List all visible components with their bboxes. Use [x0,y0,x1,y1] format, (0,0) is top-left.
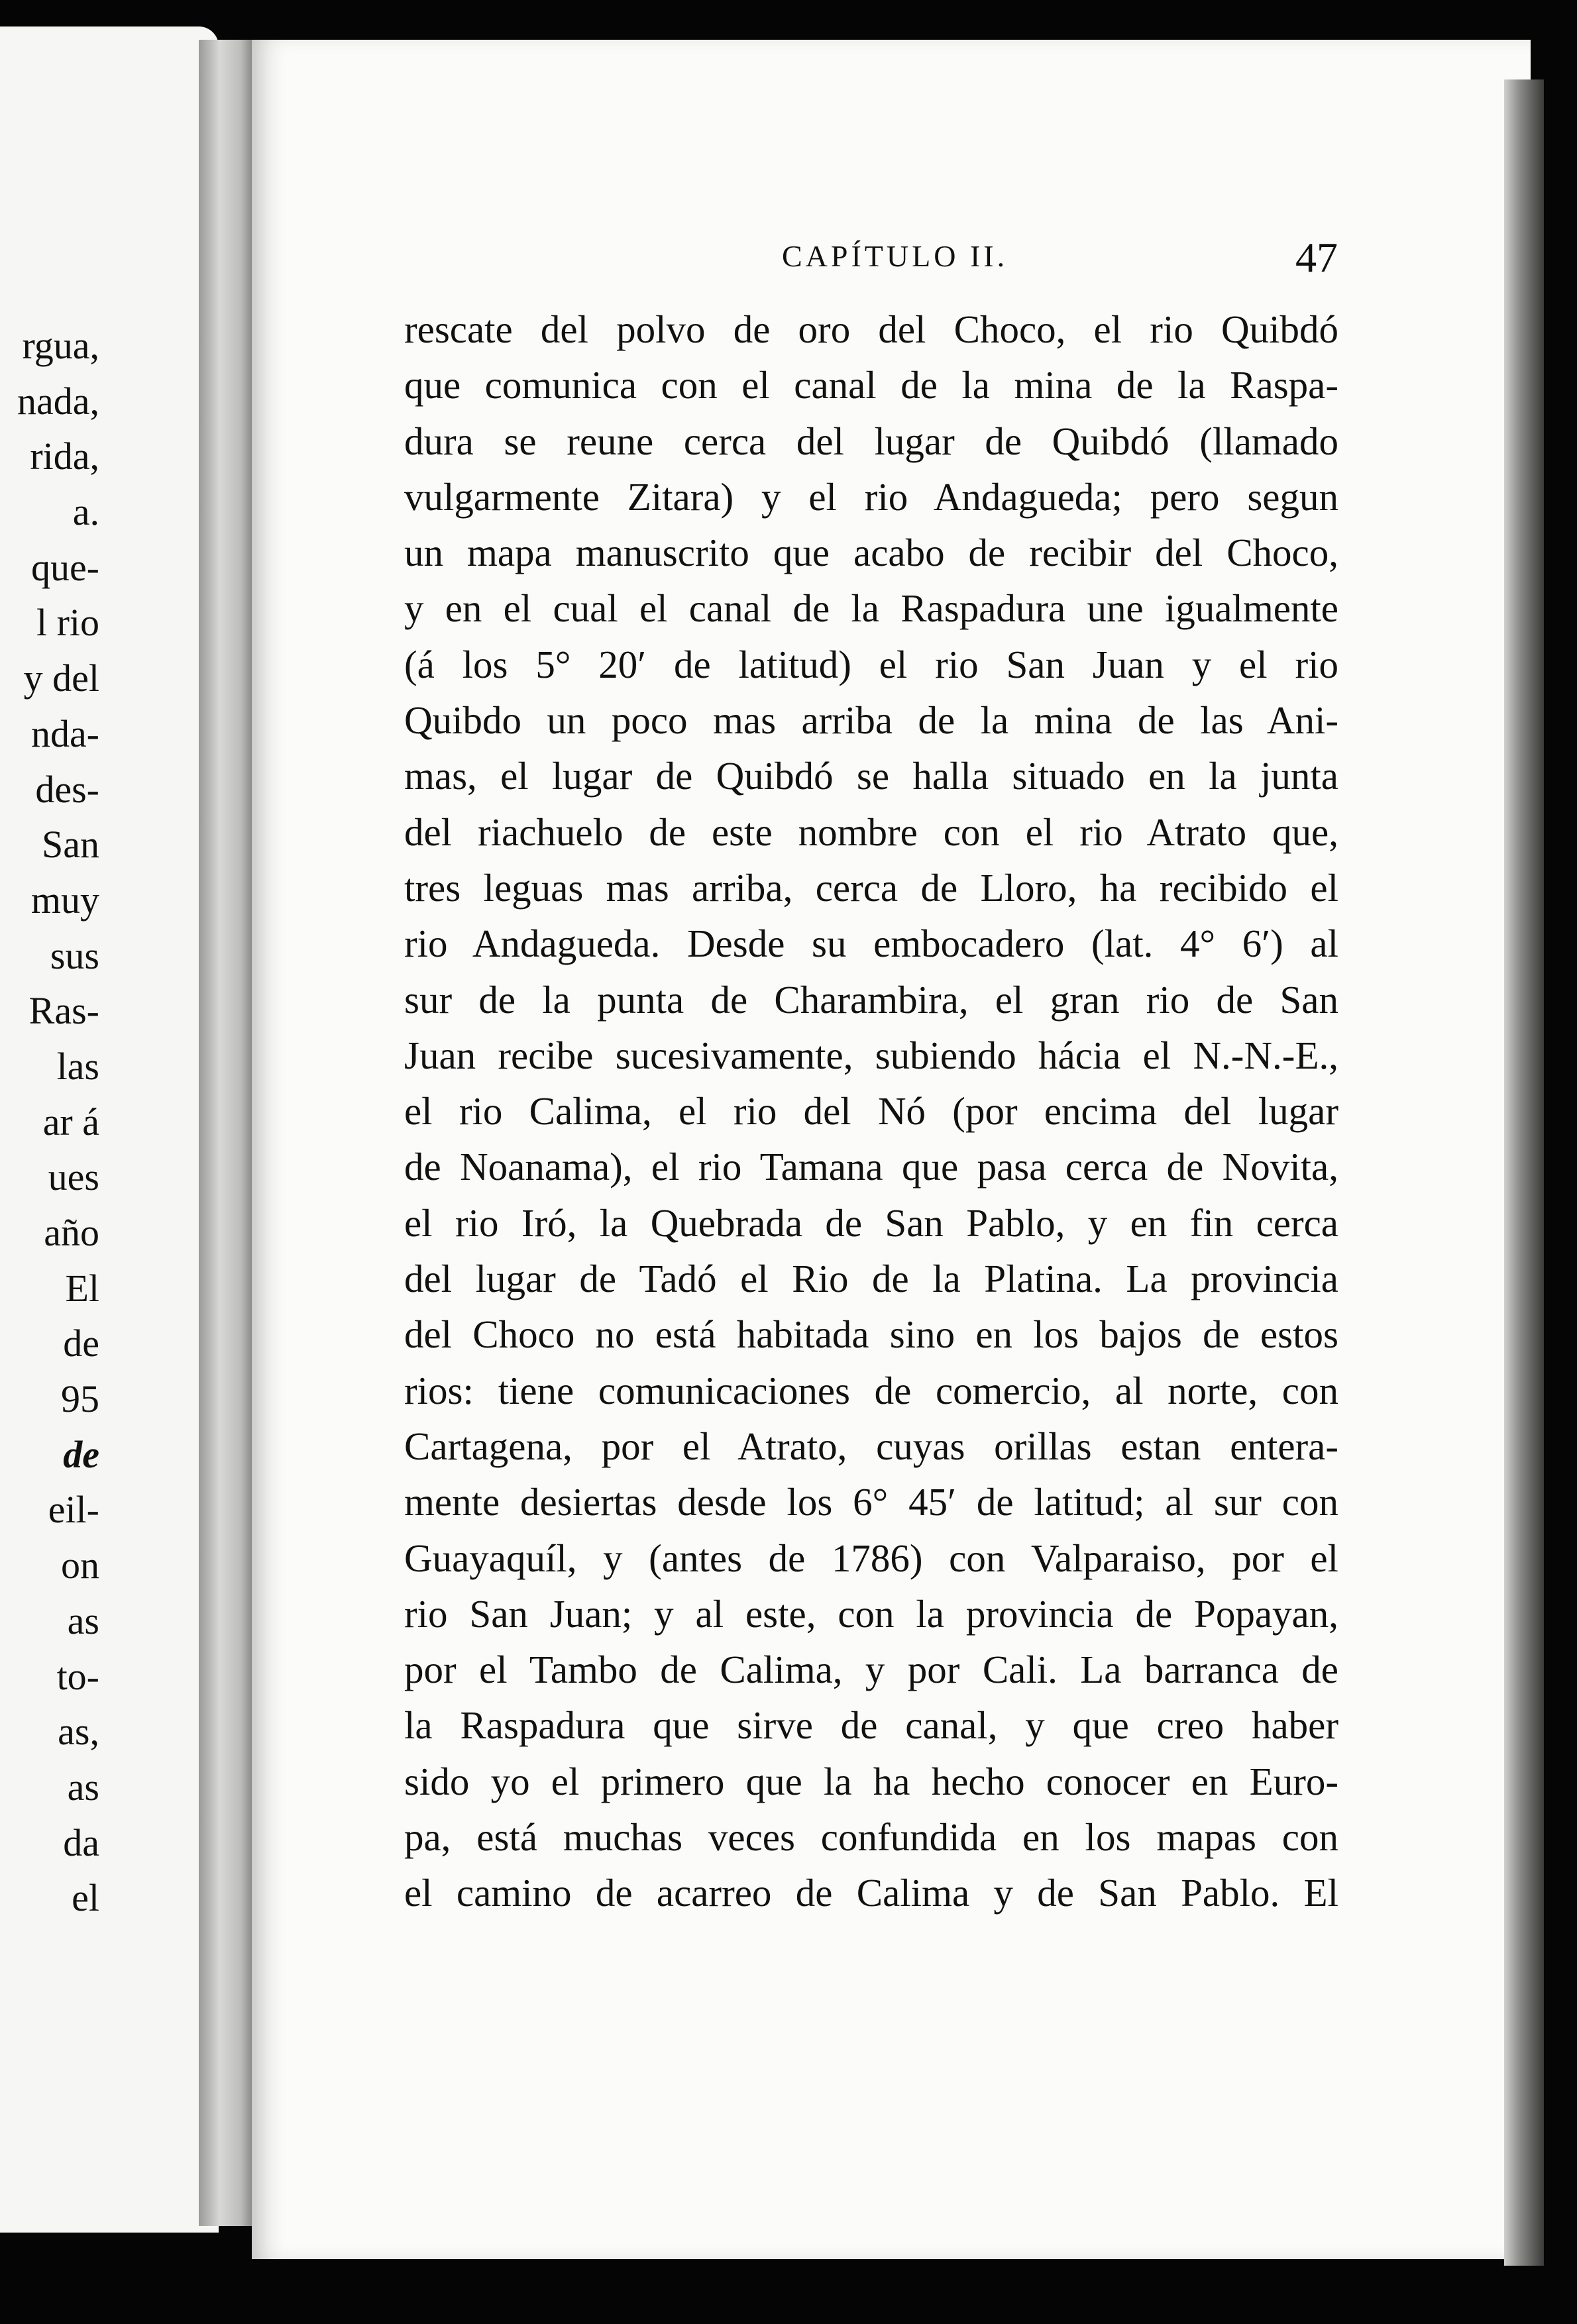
text-line: la Raspadura que sirve de canal, y que creo haber [404,1703,1338,1748]
left-line: nda- [30,712,99,755]
left-line: Ras- [28,989,99,1033]
left-line: rgua, [22,324,99,367]
left-line: el [72,1876,99,1920]
text-line: Guayaquíl, y (antes de 1786) con Valparaiso, por el [404,1536,1338,1580]
text-line: pa, está muchas veces confundida en los mapas con [404,1815,1338,1860]
text-line: y en el cual el canal de la Raspadura une igualmente [404,586,1338,631]
left-line: 95 [61,1377,99,1421]
text-line: sur de la punta de Charambira, el gran rio de San [404,977,1338,1022]
left-line: sus [50,933,99,977]
text-line: tres leguas mas arriba, cerca de Lloro, ha recibido el [404,865,1338,910]
text-line: mente desiertas desde los 6° 45′ de latitud; al sur con [404,1480,1338,1524]
left-line: San [42,823,99,867]
left-line: l rio [36,601,99,645]
running-head: CAPÍTULO II. [782,239,1008,273]
left-line: rida, [30,435,99,478]
text-line: que comunica con el canal de la mina de la Raspa- [404,363,1338,407]
left-line: da [63,1821,99,1864]
left-page-text [0,318,99,1926]
body-text [404,301,1338,1921]
left-line: que- [30,545,99,589]
left-line: as [67,1599,99,1642]
left-line: ar á [42,1100,99,1143]
text-line: rescate del polvo de oro del Choco, el rio Quibdó [404,307,1338,351]
left-line: on [61,1544,99,1587]
left-line: las [56,1044,99,1088]
left-line: des- [35,767,99,811]
text-line: del lugar de Tadó el Rio de la Platina. La provincia [404,1257,1338,1301]
text-line: del riachuelo de este nombre con el rio Atrato que, [404,810,1338,854]
page-number: 47 [1295,234,1338,281]
left-line: nada, [17,379,99,423]
left-line: as, [58,1710,99,1754]
text-line: Juan recibe sucesivamente, subiendo hácia el N.-N.-E., [404,1033,1338,1077]
left-line: eil- [48,1488,99,1532]
text-line: vulgarmente Zitara) y el rio Andagueda; pero segun [404,474,1338,519]
text-line: Cartagena, por el Atrato, cuyas orillas estan entera- [404,1424,1338,1468]
text-line: un mapa manuscrito que acabo de recibir del Choco, [404,531,1338,575]
text-line: Quibdo un poco mas arriba de la mina de las Ani- [404,698,1338,743]
text-line: rio San Juan; y al este, con la provincia de Popayan, [404,1591,1338,1636]
text-line: el rio Iró, la Quebrada de San Pablo, y en fin cerca [404,1200,1338,1245]
text-line: rio Andagueda. Desde su embocadero (lat. 4° 6′) al [404,922,1338,966]
book-gutter-shadow [199,40,258,2226]
page-edge-shadow [1504,79,1544,2266]
left-line: de [63,1432,99,1476]
text-line: el camino de acarreo de Calima y de San Pablo. El [404,1871,1338,1915]
text-line: sido yo el primero que la ha hecho conocer en Euro- [404,1759,1338,1803]
left-line: to- [56,1654,99,1698]
text-line: de Noanama), el rio Tamana que pasa cerca de Novita, [404,1145,1338,1189]
left-line: de [63,1322,99,1365]
left-line: año [44,1211,99,1254]
left-line: a. [72,490,99,534]
left-page [0,26,219,2233]
text-line: del Choco no está habitada sino en los bajos de estos [404,1312,1338,1357]
text-line: (á los 5° 20′ de latitud) el rio San Juan y el rio [404,642,1338,686]
left-line: muy [30,878,99,922]
left-line: ues [48,1155,99,1199]
text-line: el rio Calima, el rio del Nó (por encima del lugar [404,1089,1338,1134]
left-line: El [65,1266,99,1310]
left-line: as [67,1765,99,1809]
text-line: mas, el lugar de Quibdó se halla situado en la junta [404,754,1338,798]
text-line: por el Tambo de Calima, y por Cali. La barranca de [404,1648,1338,1692]
text-line: dura se reune cerca del lugar de Quibdó (llamado [404,419,1338,463]
text-line: rios: tiene comunicaciones de comercio, al norte, con [404,1368,1338,1412]
left-line: y del [23,657,99,700]
